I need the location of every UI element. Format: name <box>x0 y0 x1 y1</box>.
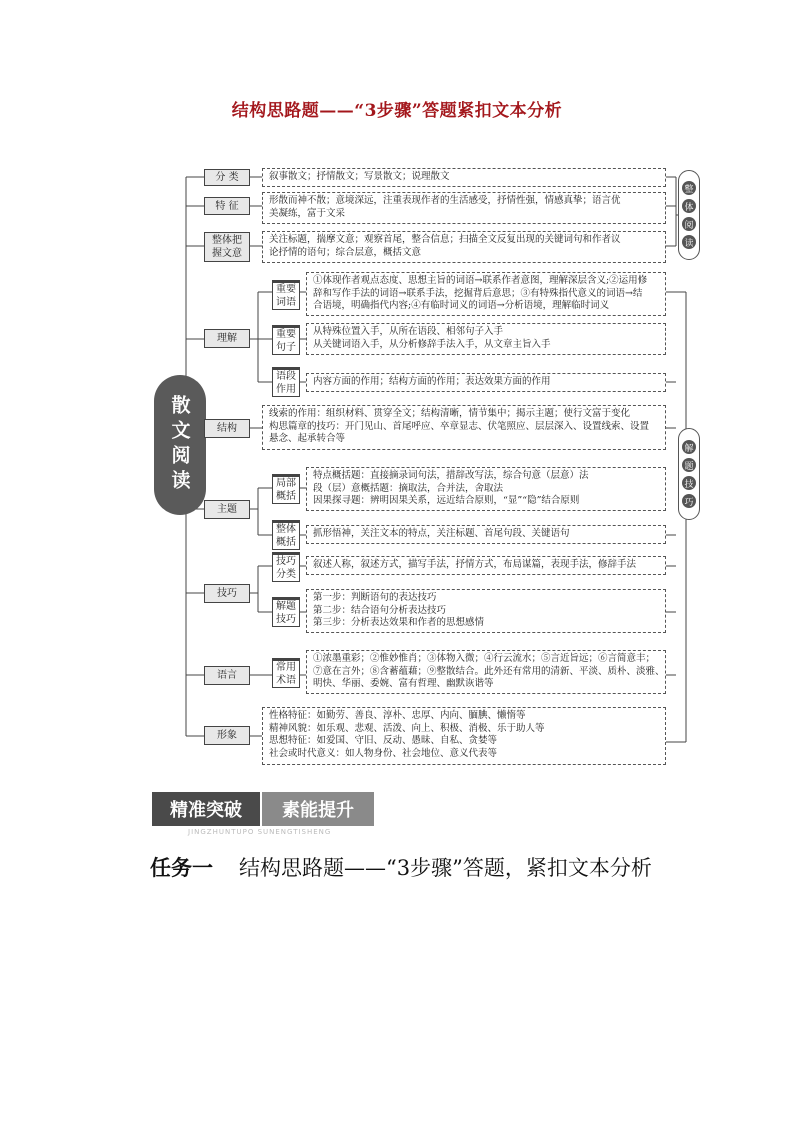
box-jieti <box>306 589 666 633</box>
task-label: 任务一 <box>150 856 213 880</box>
box-shuyu <box>306 650 666 694</box>
box-yuduan <box>306 373 666 392</box>
category-jiegou: 结构 <box>204 419 250 438</box>
box-ciyu <box>306 272 666 316</box>
box-zhengti-gaikuo <box>306 525 666 544</box>
sub-zhongyao-juzi-l2: 句子 <box>276 342 296 353</box>
box-yuduan-line: 内容方面的作用；结构方面的作用；表达效果方面的作用 <box>313 376 551 387</box>
sub-jiqiao-fenlei-l2: 分类 <box>276 569 296 580</box>
sub-jubu-gaikuo-l1: 局部 <box>276 478 296 489</box>
task-heading <box>150 852 652 882</box>
box-ciyu-line1: ①体现作者观点态度、思想主旨的词语→联系作者意图，理解深层含义;②运用修 <box>313 275 648 286</box>
sub-jiqiao-fenlei <box>272 552 300 582</box>
side-bottom-char-4: 巧 <box>682 494 696 508</box>
box-jubu <box>306 467 666 511</box>
box-jiegou-line1: 线索的作用：组织材料、贯穿全文；结构清晰，情节集中；揭示主题；使行文富于变化 <box>269 408 631 419</box>
sub-jieti-jiqiao-l2: 技巧 <box>276 614 296 625</box>
box-juzi-line1: 从特殊位置入手，从所在语段、相邻句子入手 <box>313 326 504 337</box>
sub-yuduan-zuoyong-l2: 作用 <box>276 384 296 395</box>
category-xingxiang: 形象 <box>204 726 250 745</box>
sub-yuduan-zuoyong <box>272 367 300 397</box>
side-bottom-char-1: 解 <box>682 440 696 454</box>
box-jieti-line3: 第三步：分析表达效果和作者的思想感情 <box>313 617 485 628</box>
page-title: 结构思路题——“3步骤”答题紧扣文本分析 <box>231 101 563 121</box>
sub-zhongyao-ciyu-l1: 重要 <box>276 284 296 295</box>
root-node-sanwen-yuedu <box>154 375 206 515</box>
box-ciyu-line2: 辞和写作手法的词语→联系手法，挖掘背后意思；③有特殊指代意义的词语→结 <box>313 287 643 299</box>
sub-changyong-shuyu-l2: 术语 <box>276 675 296 686</box>
box-tezheng-line2: 美凝练，富于文采 <box>269 207 346 219</box>
side-top-char-1: 整 <box>682 181 696 195</box>
box-juzi-line2: 从关键词语入手，从分析修辞手法入手，从文章主旨入手 <box>313 338 551 350</box>
sub-zhongyao-ciyu <box>272 280 300 310</box>
sub-changyong-shuyu-l1: 常用 <box>276 662 296 673</box>
category-jiqiao: 技巧 <box>204 584 250 603</box>
box-zhengti-line2: 论抒情的语句；综合层意，概括文意 <box>269 246 422 258</box>
box-jubu-line1: 特点概括题：直接摘录词句法，措辞改写法，综合句意（层意）法 <box>313 470 589 481</box>
box-xingxiang-line4: 社会或时代意义：如人物身份、社会地位、意义代表等 <box>269 747 498 759</box>
sub-zhengti-gaikuo-l2: 概括 <box>276 537 296 548</box>
box-jiqiao-fenlei-line: 叙述人称，叙述方式，描写手法，抒情方式，布局谋篇，表现手法，修辞手法 <box>313 559 637 570</box>
banner-pinyin: JINGZHUNTUPO SUNENGTISHENG <box>188 828 332 836</box>
box-jiegou-line2: 构思篇章的技巧：开门见山、首尾呼应、卒章显志、伏笔照应、层层深入、设置线索、设置 <box>269 420 650 432</box>
sub-zhongyao-ciyu-l2: 词语 <box>276 297 296 308</box>
category-tezheng: 特 征 <box>204 197 250 215</box>
sub-jieti-jiqiao <box>272 597 300 627</box>
root-label: 散文阅读 <box>168 395 191 495</box>
category-fenlei: 分 类 <box>204 169 250 186</box>
box-juzi <box>306 323 666 355</box>
category-zhengti <box>204 232 250 262</box>
banner-jingzhun-tupo: 精准突破 <box>152 792 260 826</box>
box-ciyu-line3: 合语境，明确指代内容;④有临时词义的词语→分析语境，理解临时词义 <box>313 300 610 311</box>
box-xingxiang-line3: 思想特征：如爱国、守旧、反动、愚昧、自私、贪婪等 <box>269 735 498 746</box>
sub-jieti-jiqiao-l1: 解题 <box>276 601 296 612</box>
side-top-char-3: 阅 <box>682 217 696 231</box>
box-jiegou-line3: 悬念、起承转合等 <box>269 433 346 444</box>
category-zhengti-line1: 整体把 <box>212 235 242 246</box>
banner-suneng-tisheng: 素能提升 <box>262 792 374 826</box>
box-jubu-line3: 因果探寻题：辨明因果关系，远近结合原则，“显”“隐”结合原则 <box>313 495 580 506</box>
sub-zhongyao-juzi <box>272 325 300 355</box>
sub-jubu-gaikuo-l2: 概括 <box>276 491 296 502</box>
task-text: 结构思路题——“3步骤”答题，紧扣文本分析 <box>239 856 652 880</box>
box-zhengti-gaikuo-line: 抓形悟神，关注文本的特点，关注标题、首尾句段、关键语句 <box>313 528 570 539</box>
side-label-zhengti-yuedu <box>678 170 700 260</box>
box-jieti-line2: 第二步：结合语句分析表达技巧 <box>313 604 447 616</box>
box-tezheng <box>262 192 666 224</box>
box-shuyu-line3: 明快、华丽、委婉、富有哲理、幽默诙谐等 <box>313 678 494 689</box>
box-zhengti <box>262 231 666 263</box>
box-jiqiao-fenlei <box>306 556 666 575</box>
side-bottom-char-3: 技 <box>682 476 696 490</box>
sub-zhengti-gaikuo-l1: 整体 <box>276 524 296 535</box>
category-zhuti: 主题 <box>204 500 250 519</box>
box-shuyu-line2: ⑦意在言外；⑧含蓄蕴藉；⑨整散结合。此外还有常用的清新、平淡、质朴、淡雅、 <box>313 665 665 677</box>
box-xingxiang-line2: 精神风貌：如乐观、悲观、活泼、向上、积极、消极、乐于助人等 <box>269 722 545 734</box>
category-yuyan: 语言 <box>204 666 250 685</box>
category-zhengti-line2: 握文意 <box>212 248 242 259</box>
sub-yuduan-zuoyong-l1: 语段 <box>276 371 296 382</box>
box-xingxiang <box>262 707 666 765</box>
sub-changyong-shuyu <box>272 658 300 688</box>
box-jieti-line1: 第一步：判断语句的表达技巧 <box>313 592 437 603</box>
side-top-char-2: 体 <box>682 199 696 213</box>
box-jubu-line2: 段（层）意概括题：摘取法，合并法，舍取法 <box>313 482 504 494</box>
box-fenlei-line: 叙事散文；抒情散文；写景散文；说理散文 <box>269 171 450 182</box>
side-label-jieti-jiqiao <box>678 428 700 520</box>
sub-jubu-gaikuo <box>272 474 300 504</box>
box-shuyu-line1: ①浓墨重彩；②惟妙惟肖；③体物入微；④行云流水；⑤言近旨远；⑥言简意丰； <box>313 653 656 664</box>
category-lijie: 理解 <box>204 329 250 348</box>
side-bottom-char-2: 题 <box>682 458 696 472</box>
side-top-char-4: 读 <box>682 235 696 249</box>
sub-jiqiao-fenlei-l1: 技巧 <box>276 556 296 567</box>
box-tezheng-line1: 形散而神不散；意境深远，注重表现作者的生活感受，抒情性强，情感真挚；语言优 <box>269 195 621 206</box>
sub-zhengti-gaikuo <box>272 520 300 550</box>
box-xingxiang-line1: 性格特征：如勤劳、善良、淳朴、忠厚、内向、腼腆、懒惰等 <box>269 710 526 721</box>
box-fenlei <box>262 168 666 187</box>
box-zhengti-line1: 关注标题，揣摩文意；观察首尾，整合信息；扫描全文反复出现的关键词句和作者议 <box>269 234 621 245</box>
sub-zhongyao-juzi-l1: 重要 <box>276 329 296 340</box>
box-jiegou <box>262 405 666 450</box>
